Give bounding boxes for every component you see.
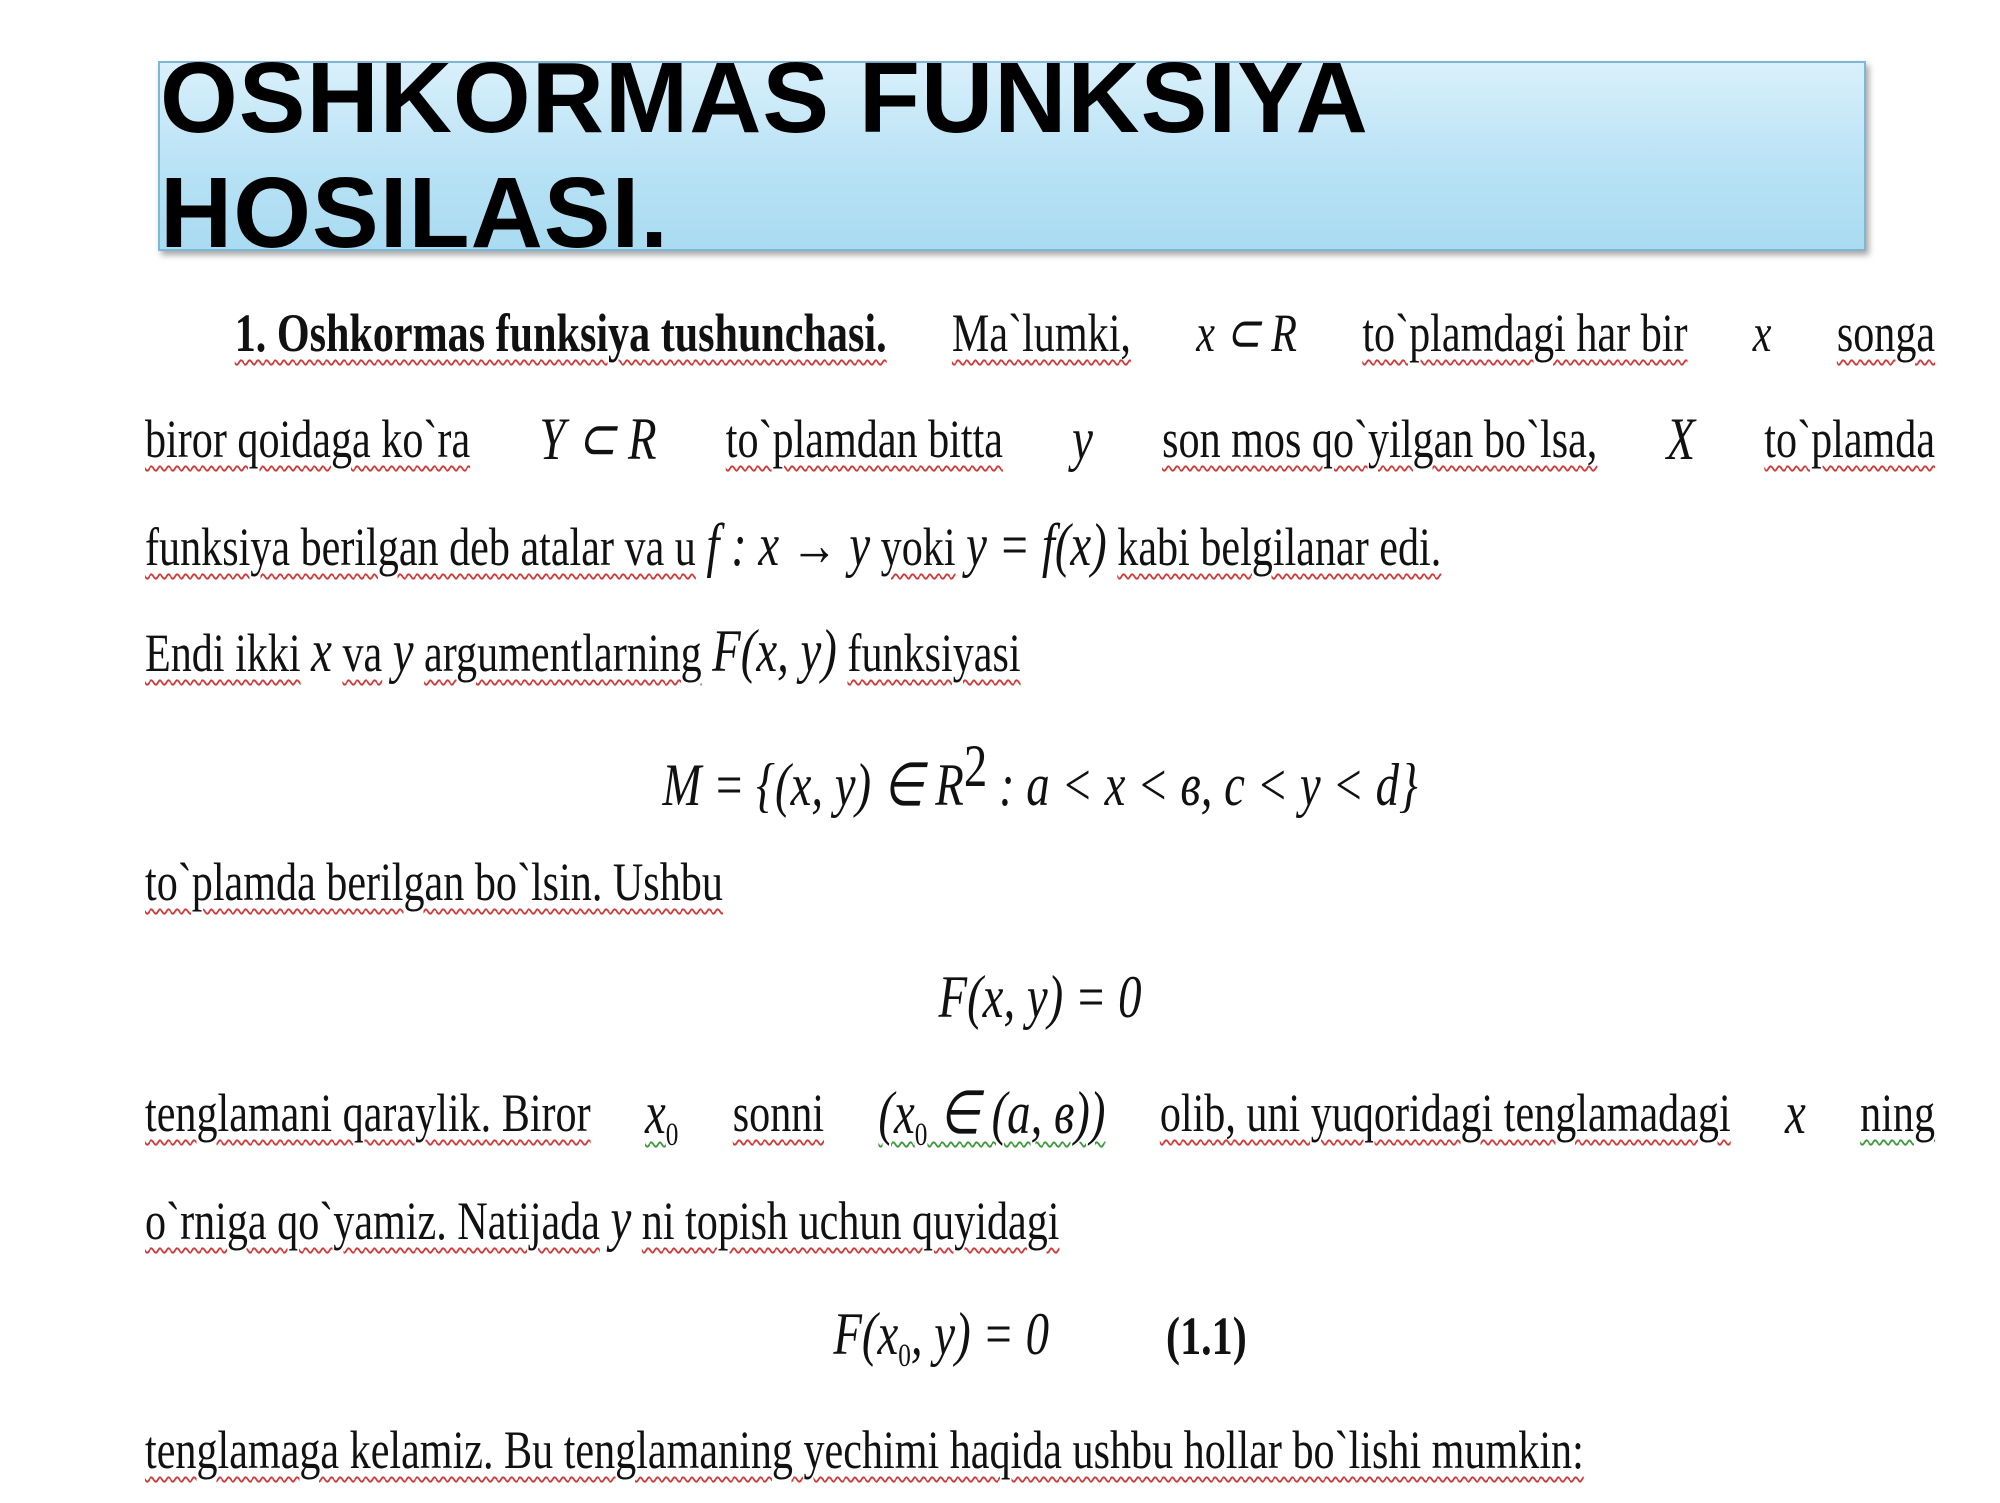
math-variable: x (311, 618, 332, 684)
paragraph-line-4 (145, 598, 1935, 704)
math-expression: M = {(x, y) ∈ R (662, 752, 964, 818)
math-expression: , y) = 0 (910, 1301, 1050, 1367)
math-superscript: 2 (963, 733, 988, 799)
math-expression: ∈ (a, в)) (927, 1080, 1106, 1146)
document-body (145, 280, 1936, 1503)
math-expression: F(x (833, 1301, 899, 1367)
text: olib, uni yuqoridagi tenglamadagi (1159, 1083, 1731, 1143)
math-variable: x (644, 1080, 666, 1146)
text: ni topish uchun quyidagi (641, 1191, 1060, 1251)
equation-number: (1.1) (1166, 1306, 1247, 1366)
math-variable: y (1072, 406, 1093, 472)
text: funksiya berilgan deb atalar va u (145, 517, 696, 577)
math-variable: y (392, 618, 414, 684)
title-banner (158, 42, 1866, 269)
text: yoki (880, 517, 956, 577)
text: tenglamani qaraylik. Biror (145, 1083, 591, 1143)
section-heading: 1. Oshkormas funksiya tushunchasi. (234, 303, 887, 363)
paragraph-line-5 (145, 829, 1935, 935)
text: sonni (732, 1083, 825, 1143)
text: tenglamaga kelamiz. Bu tenglamaning yechimi haqida ushbu hollar bo`lishi mumkin: (145, 1420, 1584, 1480)
text: to`plamda (1764, 409, 1936, 469)
text: va (342, 623, 383, 683)
text: o`rniga qo`yamiz. Natijada (145, 1191, 600, 1251)
math-variable: x (1752, 303, 1772, 363)
math-expression: F(x, y) (712, 618, 837, 684)
text: kabi belgilanar edi. (1117, 517, 1442, 577)
math-expression: x ⊂ R (1196, 303, 1298, 363)
math-variable: x (1785, 1080, 1806, 1146)
math-expression: F(x, y) = 0 (938, 964, 1142, 1030)
text: biror qoidaga ko`ra (145, 409, 471, 469)
math-subscript: 0 (898, 1337, 911, 1374)
paragraph-line-2 (145, 386, 1935, 492)
paragraph-line-8 (145, 1397, 1935, 1503)
text: ning (1860, 1083, 1936, 1143)
text: to`plamdagi har bir (1362, 303, 1688, 363)
paragraph-line-7 (145, 1166, 1935, 1272)
math-expression: : a < x < в, c < y < d} (987, 752, 1418, 818)
formula-1-1 (145, 1272, 1935, 1397)
page-title: OSHKORMAS FUNKSIYA HOSILASI. (160, 42, 1366, 269)
text: funksiyasi (847, 623, 1021, 683)
paragraph-line-6 (145, 1060, 1935, 1166)
text: Ma`lumki, (951, 303, 1131, 363)
math-variable: X (1666, 406, 1696, 472)
text: Endi ikki (145, 623, 301, 683)
paragraph-line-1 (145, 280, 1935, 386)
math-subscript: 0 (665, 1116, 679, 1153)
math-variable: y (610, 1186, 632, 1252)
text: to`plamdan bitta (725, 409, 1003, 469)
math-expression: Y ⊂ R (539, 406, 657, 472)
formula-f-zero (145, 935, 1935, 1060)
math-expression: y = f(x) (966, 512, 1107, 578)
math-subscript: 0 (914, 1116, 928, 1153)
text: songa (1836, 303, 1936, 363)
text: to`plamda berilgan bo`lsin. Ushbu (145, 852, 723, 912)
paragraph-line-3 (145, 492, 1935, 598)
math-expression: (x (878, 1080, 915, 1146)
formula-set-m (145, 704, 1935, 829)
text: son mos qo`yilgan bo`lsa, (1162, 409, 1598, 469)
math-expression: f : x → y (706, 512, 871, 578)
text: argumentlarning (424, 623, 702, 683)
